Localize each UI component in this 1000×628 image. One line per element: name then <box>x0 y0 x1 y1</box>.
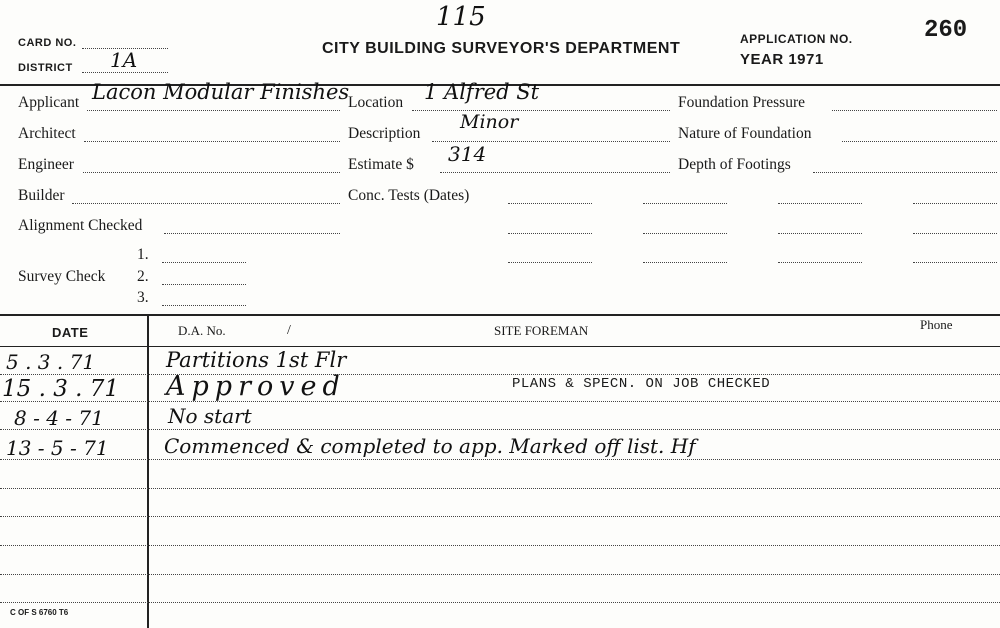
conc-line-r2c1 <box>508 233 592 234</box>
row-line-2 <box>0 401 1000 402</box>
site-foreman-header: SITE FOREMAN <box>494 323 589 338</box>
form-code: C OF S 6760 T6 <box>10 608 69 617</box>
architect-label: Architect <box>18 125 76 142</box>
conc-line-r2c3 <box>778 233 862 234</box>
survey-check-label: Survey Check <box>18 268 106 285</box>
log-date-4: 13 - 5 - 71 <box>6 436 109 460</box>
log-date-3: 8 - 4 - 71 <box>14 406 104 430</box>
applicant-line <box>87 110 340 111</box>
survey-number-3: 3. <box>137 289 149 306</box>
row-line-6 <box>0 516 1000 517</box>
description-label: Description <box>348 125 421 142</box>
row-line-8 <box>0 574 1000 575</box>
conc-line-r2c4 <box>913 233 997 234</box>
conc-line-r1c2 <box>643 203 727 204</box>
conc-line-r1c4 <box>913 203 997 204</box>
da-no-slash: / <box>287 323 291 338</box>
department-title: CITY BUILDING SURVEYOR'S DEPARTMENT <box>322 40 681 57</box>
row-line-1 <box>0 374 1000 375</box>
location-label: Location <box>348 94 404 111</box>
conc-line-r1c3 <box>778 203 862 204</box>
row-line-7 <box>0 545 1000 546</box>
log-date-2: 15 . 3 . 71 <box>2 376 120 402</box>
conc-line-r3c1 <box>508 262 592 263</box>
district-line <box>82 72 168 73</box>
applicant-value: Lacon Modular Finishes <box>92 80 350 104</box>
phone-header: Phone <box>920 317 953 332</box>
survey-line-2 <box>162 284 246 285</box>
handwritten-number: 115 <box>436 2 486 32</box>
row-line-9 <box>0 602 1000 603</box>
alignment-checked-label: Alignment Checked <box>18 217 143 234</box>
application-no-label: APPLICATION NO. <box>740 32 853 46</box>
engineer-label: Engineer <box>18 156 74 173</box>
location-value: 1 Alfred St <box>424 80 540 104</box>
conc-line-r3c3 <box>778 262 862 263</box>
table-top-divider <box>0 314 1000 316</box>
log-entry-4: Commenced & completed to app. Marked off list. Hf <box>164 434 696 458</box>
survey-number-1: 1. <box>137 246 149 263</box>
nature-of-foundation-line <box>842 141 997 142</box>
log-date-1: 5 . 3 . 71 <box>6 350 96 374</box>
estimate-value: 314 <box>448 142 487 166</box>
card-no-label: CARD NO. <box>18 37 77 49</box>
log-stamp-2: PLANS & SPECN. ON JOB CHECKED <box>512 376 771 392</box>
log-entry-1: Partitions 1st Flr <box>166 348 347 372</box>
row-line-4 <box>0 459 1000 460</box>
foundation-pressure-label: Foundation Pressure <box>678 94 806 111</box>
foundation-pressure-line <box>832 110 997 111</box>
table-header-divider <box>0 346 1000 347</box>
location-line <box>412 110 670 111</box>
row-line-3 <box>0 429 1000 430</box>
alignment-line <box>164 233 340 234</box>
date-header: DATE <box>52 325 89 340</box>
da-no-header: D.A. No. <box>178 323 226 338</box>
date-column-divider <box>147 314 149 628</box>
conc-line-r3c2 <box>643 262 727 263</box>
depth-of-footings-label: Depth of Footings <box>678 156 791 173</box>
engineer-line <box>83 172 340 173</box>
conc-tests-label: Conc. Tests (Dates) <box>348 187 470 204</box>
builder-label: Builder <box>18 187 65 204</box>
district-label: DISTRICT <box>18 62 73 74</box>
application-number: 260 <box>924 17 968 44</box>
estimate-line <box>440 172 670 173</box>
description-value: Minor <box>460 111 519 133</box>
year-label: YEAR 1971 <box>740 51 824 68</box>
conc-line-r3c4 <box>913 262 997 263</box>
applicant-label: Applicant <box>18 94 80 111</box>
estimate-label: Estimate $ <box>348 156 414 173</box>
builder-line <box>72 203 340 204</box>
depth-of-footings-line <box>813 172 997 173</box>
survey-number-2: 2. <box>137 268 149 285</box>
log-entry-2: Approved <box>166 371 346 402</box>
conc-line-r2c2 <box>643 233 727 234</box>
conc-line-r1c1 <box>508 203 592 204</box>
log-entry-3: No start <box>168 404 252 428</box>
survey-line-3 <box>162 305 246 306</box>
architect-line <box>84 141 340 142</box>
nature-of-foundation-label: Nature of Foundation <box>678 125 812 142</box>
survey-line-1 <box>162 262 246 263</box>
district-value: 1A <box>110 48 138 72</box>
row-line-5 <box>0 488 1000 489</box>
